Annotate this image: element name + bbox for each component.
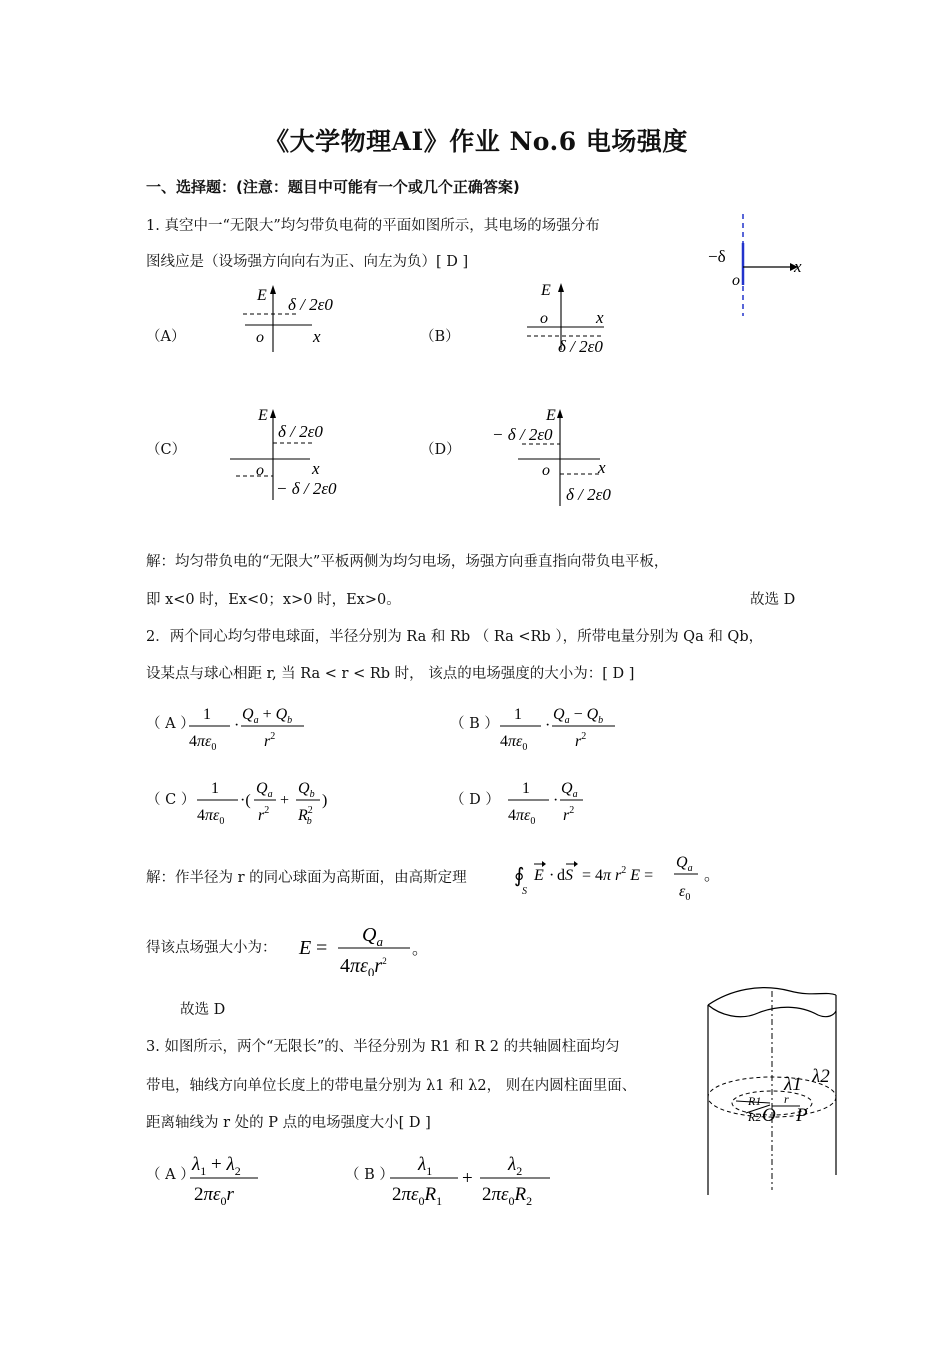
svg-text:。: 。 <box>412 941 429 958</box>
svg-text:4πε0: $4\pi\varepsilon_0$ <box>189 733 217 752</box>
svg-text:): ) <box>322 792 328 809</box>
q2-solution-prefix: 解：作半径为 r 的同心球面为高斯面，由高斯定理 <box>146 870 467 886</box>
svg-text:r2: $r^2$ <box>575 731 587 750</box>
svg-text:·(: ·( <box>240 792 251 809</box>
q2-option-c-formula <box>194 776 344 830</box>
q1-option-d-label: （D） <box>420 442 461 458</box>
svg-text:2πε0R1: $2\pi\varepsilon_0R_1$ <box>392 1184 443 1206</box>
q2-solution-result-prefix: 得该点场强大小为： <box>146 940 277 956</box>
q1-fig-origin: o <box>732 272 740 289</box>
q3-option-b-label: （ B ） <box>345 1167 394 1183</box>
svg-text:∮: ∮ <box>514 865 525 887</box>
svg-text:2πε0R2: $2\pi\varepsilon_0R_2$ <box>482 1184 533 1206</box>
lambda2-label: λ2 <box>812 1066 830 1087</box>
svg-text:1: 1 <box>522 780 530 797</box>
svg-text:+: + <box>280 792 290 809</box>
lambda1-label: λ1 <box>784 1074 802 1095</box>
q1-option-c-label: （C） <box>146 442 187 458</box>
e-axis-label: E <box>541 282 551 299</box>
svg-text:。: 。 <box>704 867 721 884</box>
svg-text:Qa: $Q_a$ <box>362 924 383 949</box>
q2-option-a-label: （ A ） <box>146 716 195 732</box>
svg-text:4πε0: $4\pi\varepsilon_0$ <box>197 807 225 827</box>
q1-solution-line2: 即 x<0 时，Ex<0；x>0 时，Ex>0。 <box>146 592 401 608</box>
svg-text:4πε0: $4\pi\varepsilon_0$ <box>508 807 536 827</box>
svg-text:·: · <box>234 717 240 734</box>
q1-plane-figure <box>700 210 820 320</box>
svg-text:r2: $r^2$ <box>258 805 270 824</box>
neg-delta-over-2eps-label: − δ / 2ε0 <box>492 425 553 444</box>
delta-over-2eps-label: δ / 2ε0 <box>558 337 603 356</box>
q2-option-c-label: （ C ） <box>146 792 196 808</box>
q1-option-c-graph <box>228 402 358 502</box>
svg-text:dS: dS <box>557 867 573 884</box>
q2-text-line2: 设某点与球心相距 r, 当 Ra < r < Rb 时， 该点的电场强度的大小为：[ D ] <box>146 666 635 682</box>
svg-text:2πε0r: $2\pi\varepsilon_0r$ <box>194 1184 234 1206</box>
q3-text-line3: 距离轴线为 r 处的 P 点的电场强度大小[ D ] <box>146 1115 431 1131</box>
svg-text:Qa: $Q_a$ <box>561 780 578 800</box>
svg-text:E: E <box>534 867 544 884</box>
q3-option-a-label: （ A ） <box>146 1167 195 1183</box>
q2-gauss-law-formula <box>512 850 722 906</box>
q2-answer: 故选 D <box>180 1002 226 1018</box>
q2-option-d-label: （ D ） <box>450 792 500 808</box>
q2-text-line1: 2．两个同心均匀带电球面，半径分别为 Ra 和 Rb （ Ra <Rb ），所带电量分别为 Qa 和 Qb， <box>146 629 764 645</box>
q1-text-line2: 图线应是（设场强方向向右为正、向左为负）[ D ] <box>146 254 469 270</box>
delta-over-2eps-label: δ / 2ε0 <box>566 485 611 504</box>
svg-text:r2: $r^2$ <box>264 731 276 750</box>
svg-text:·: · <box>553 792 559 809</box>
q3-option-b-formula <box>386 1148 566 1206</box>
svg-text:Qa + Qb: $Q_a + Q_b$ <box>242 706 293 726</box>
x-axis-label: x <box>598 458 606 477</box>
q1-text-line1: 1. 真空中一“无限大”均匀带负电荷的平面如图所示，其电场的场强分布 <box>146 218 600 234</box>
q2-option-a-formula <box>186 702 316 752</box>
svg-text:=: = <box>316 937 328 959</box>
svg-text:4πε0r2: $4\pi\varepsilon_0r^2$ <box>340 955 387 976</box>
svg-text:+: + <box>462 1168 473 1189</box>
svg-text:E: E <box>299 937 312 959</box>
q1-fig-x: x <box>794 257 802 276</box>
x-axis-label: x <box>596 308 604 327</box>
section-heading: 一、选择题：(注意：题目中可能有一个或几个正确答案) <box>146 178 520 196</box>
q2-option-b-formula <box>497 702 627 752</box>
q2-result-formula <box>296 914 456 976</box>
origin-label: o <box>542 462 550 479</box>
svg-text:1: 1 <box>203 706 211 723</box>
q1-option-d-graph <box>488 402 628 508</box>
x-axis-label: x <box>312 459 320 478</box>
q3-cylinder-figure <box>700 985 840 1200</box>
svg-text:ε0: $\varepsilon_0$ <box>679 883 691 903</box>
svg-text:Qb: $Q_b$ <box>298 780 315 800</box>
svg-text:Qa: $Q_a$ <box>256 780 273 800</box>
origin-label: o <box>540 310 548 327</box>
svg-text:= 4π r2 E =: = 4π $r^2$ E = <box>582 865 654 884</box>
q3-option-a-formula <box>186 1148 276 1206</box>
svg-text:·: · <box>545 717 551 734</box>
q2-option-b-label: （ B ） <box>450 716 499 732</box>
page-title: 《大学物理AI》作业 No.6 电场强度 <box>264 127 688 156</box>
x-axis-label: x <box>313 327 321 346</box>
origin-label: o <box>256 462 264 479</box>
svg-text:1: 1 <box>211 780 219 797</box>
svg-text:Qa: $Q_a$ <box>676 854 693 874</box>
q2-option-d-formula <box>505 776 605 830</box>
svg-text:r2: $r^2$ <box>563 805 575 824</box>
svg-text:1: 1 <box>514 706 522 723</box>
q1-fig-minus-delta: −δ <box>708 247 726 266</box>
svg-text:λ1 + λ2: $\lambda_1 + \lambda_2$ <box>192 1154 241 1178</box>
point-p-label: P <box>796 1105 808 1126</box>
e-axis-label: E <box>546 407 556 424</box>
q1-option-a-label: （A） <box>146 329 186 345</box>
q1-option-a-graph <box>240 280 360 355</box>
e-axis-label: E <box>258 407 268 424</box>
svg-text:S: S <box>522 886 527 897</box>
q3-text-line2: 带电，轴线方向单位长度上的带电量分别为 λ1 和 λ2， 则在内圆柱面里面、 <box>146 1078 637 1094</box>
r2-label: R2 <box>748 1110 762 1124</box>
q1-solution-line1: 解：均匀带负电的“无限大”平板两侧为均匀电场，场强方向垂直指向带负电平板， <box>146 554 669 570</box>
r-label: r <box>784 1092 789 1106</box>
svg-text:4πε0: $4\pi\varepsilon_0$ <box>500 733 528 752</box>
r1-label: R1 <box>748 1094 762 1108</box>
delta-over-2eps-label: δ / 2ε0 <box>288 295 333 314</box>
q1-option-b-label: （B） <box>420 329 460 345</box>
e-axis-label: E <box>257 287 267 304</box>
neg-delta-over-2eps-label: − δ / 2ε0 <box>276 479 337 498</box>
svg-text:λ2: $\lambda_2$ <box>508 1154 523 1178</box>
q1-answer: 故选 D <box>750 592 796 608</box>
origin-o-label: O <box>762 1105 776 1126</box>
origin-label: o <box>256 329 264 346</box>
delta-over-2eps-label: δ / 2ε0 <box>278 422 323 441</box>
svg-text:R2b: $R^2$ b <box>298 805 313 827</box>
svg-text:·: · <box>549 867 555 884</box>
svg-text:λ1: $\lambda_1$ <box>418 1154 433 1178</box>
svg-text:Qa − Qb: $Q_a - Q_b$ <box>553 706 604 726</box>
q1-option-b-graph <box>522 278 632 358</box>
q3-text-line1: 3. 如图所示，两个“无限长”的、半径分别为 R1 和 R 2 的共轴圆柱面均匀 <box>146 1039 620 1055</box>
